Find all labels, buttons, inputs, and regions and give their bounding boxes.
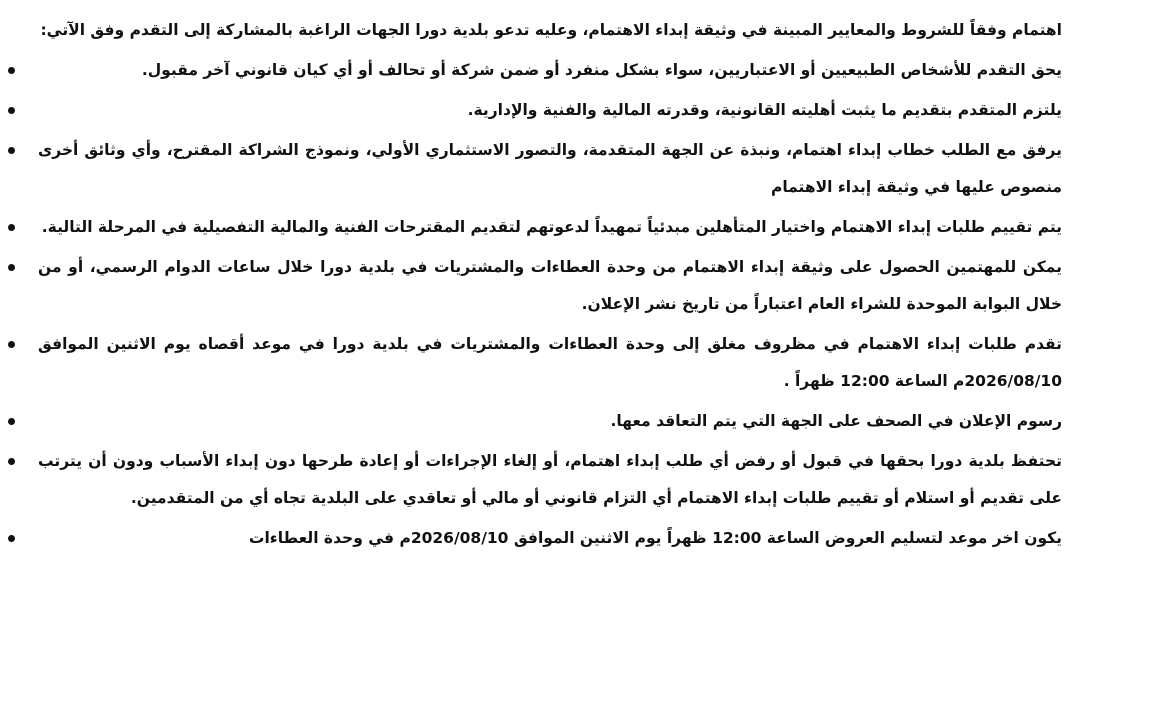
list-item-text: يكون اخر موعد لتسليم العروض الساعة 12:00 ظهراً يوم الاثنين الموافق 2026/08/10م في وحدة العطاءات (248, 529, 1062, 547)
list-item-text: يرفق مع الطلب خطاب إبداء اهتمام، ونبذة عن الجهة المتقدمة، والتصور الاستثماري الأولي، ونموذج الشراكة المقترح، وأي وثائق أخرى منصوص عليها في وثيقة إبداء الاهتمام (38, 141, 1062, 196)
list-item (38, 403, 1062, 440)
list-item-text: يلتزم المتقدم بتقديم ما يثبت أهليته القانونية، وقدرته المالية والفنية والإدارية. (467, 101, 1062, 119)
list-item (38, 52, 1062, 89)
list-item (38, 209, 1062, 246)
list-item-text: يتم تقييم طلبات إبداء الاهتمام واختيار المتأهلين مبدئياً تمهيداً لدعوتهم لتقديم المقترحات الفنية والمالية التفصيلية في المرحلة التالية. (41, 218, 1062, 236)
bullet-icon (8, 264, 15, 271)
conditions-list (38, 52, 1062, 557)
list-item-text: رسوم الإعلان في الصحف على الجهة التي يتم التعاقد معها. (610, 412, 1062, 430)
list-item (38, 249, 1062, 323)
list-item-text: يحق التقدم للأشخاص الطبيعيين أو الاعتباريين، سواء بشكل منفرد أو ضمن شركة أو تحالف أو أي كيان قانوني آخر مقبول. (141, 61, 1062, 79)
bullet-icon (8, 107, 15, 114)
bullet-icon (8, 458, 15, 465)
intro-paragraph: اهتمام وفقاً للشروط والمعايير المبينة في وثيقة إبداء الاهتمام، وعليه تدعو بلدية دورا الجهات الراغبة بالمشاركة إلى التقدم وفق الآتي: (40, 21, 1062, 39)
list-item (38, 443, 1062, 517)
bullet-icon (8, 224, 15, 231)
bullet-icon (8, 535, 15, 542)
list-item-text: تحتفظ بلدية دورا بحقها في قبول أو رفض أي طلب إبداء اهتمام، أو إلغاء الإجراءات أو إعادة طرحها دون إبداء الأسباب ودون أن يترتب على تقديم أو استلام أو تقييم طلبات إبداء الاهتمام أي التزام قانوني أو مالي أو تعاقدي على البلدية تجاه أي من المتقدمين. (38, 452, 1062, 507)
bullet-icon (8, 418, 15, 425)
list-item (38, 92, 1062, 129)
list-item (38, 132, 1062, 206)
list-item (38, 326, 1062, 400)
bullet-icon (8, 341, 15, 348)
bullet-icon (8, 67, 15, 74)
list-item-text: تقدم طلبات إبداء الاهتمام في مظروف مغلق إلى وحدة العطاءات والمشتريات في بلدية دورا في موعد أقصاه يوم الاثنين الموافق 2026/08/10م الساعة 12:00 ظهراً . (38, 335, 1062, 390)
list-item (38, 520, 1062, 557)
list-item-text: يمكن للمهتمين الحصول على وثيقة إبداء الاهتمام من وحدة العطاءات والمشتريات في بلدية دورا خلال ساعات الدوام الرسمي، أو من خلال البوابة الموحدة للشراء العام اعتباراً من تاريخ نشر الإعلان. (38, 258, 1062, 313)
bullet-icon (8, 147, 15, 154)
